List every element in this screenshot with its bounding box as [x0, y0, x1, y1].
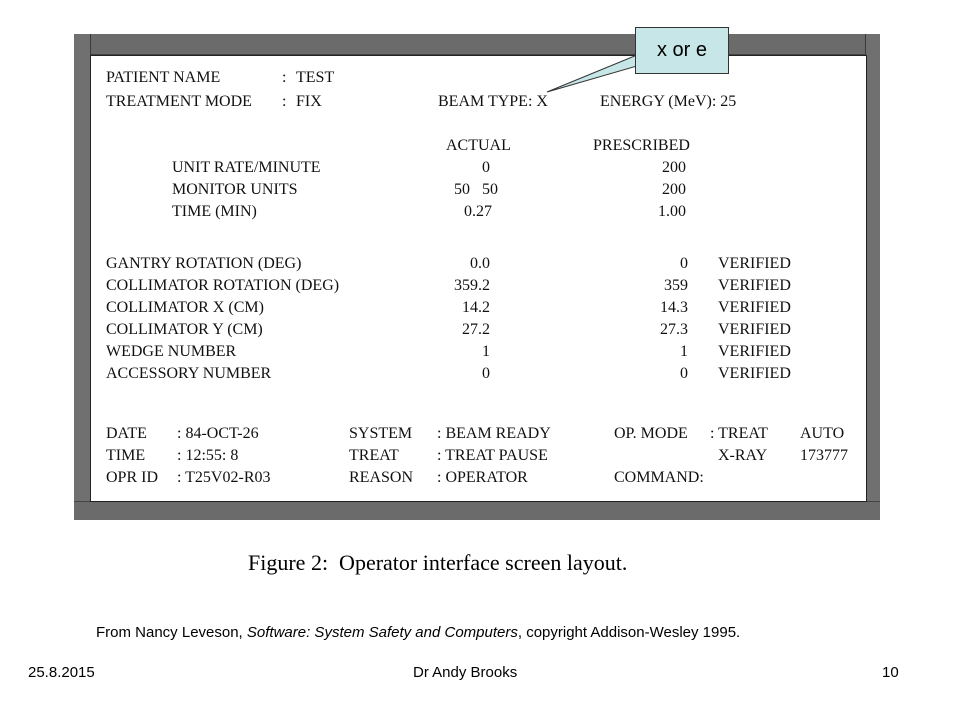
geometry-row-prescribed: 27.3 [660, 321, 688, 338]
time-label: TIME [106, 447, 146, 464]
footer-date: 25.8.2015 [28, 664, 95, 681]
dose-row-prescribed: 200 [662, 159, 686, 176]
geometry-row-actual: 0 [482, 365, 490, 382]
beam-type: BEAM TYPE: X [438, 93, 548, 110]
date-label: DATE [106, 425, 147, 442]
time-value: : 12:55: 8 [177, 447, 239, 464]
source-citation [96, 624, 740, 641]
patient-name-label: PATIENT NAME [106, 69, 221, 86]
patient-name-value: TEST [296, 69, 335, 86]
geometry-row-prescribed: 0 [680, 365, 688, 382]
geometry-row-status: VERIFIED [718, 255, 791, 272]
reason-value: : OPERATOR [437, 469, 528, 486]
xray-value: 173777 [800, 447, 848, 464]
col-actual-header: ACTUAL [446, 137, 511, 154]
treat-label: TREAT [349, 447, 399, 464]
treatment-mode-value: FIX [296, 93, 322, 110]
geometry-row-status: VERIFIED [718, 365, 791, 382]
dose-row-label: MONITOR UNITS [172, 181, 298, 198]
op-mode-label: OP. MODE [614, 425, 688, 442]
geometry-row-label: COLLIMATOR ROTATION (DEG) [106, 277, 340, 294]
geometry-row-status: VERIFIED [718, 277, 791, 294]
source-prefix: From Nancy Leveson, [96, 624, 247, 641]
dose-row-prescribed: 200 [662, 181, 686, 198]
dose-row-prescribed: 1.00 [658, 203, 686, 220]
footer-page-number: 10 [882, 664, 899, 681]
geometry-row-actual: 27.2 [462, 321, 490, 338]
dose-row-actual: 0.27 [464, 203, 492, 220]
geometry-row-prescribed: 359 [664, 277, 688, 294]
command-prompt[interactable]: COMMAND: [614, 469, 704, 486]
dose-row-label: TIME (MIN) [172, 203, 257, 220]
system-value: : BEAM READY [437, 425, 551, 442]
reason-label: REASON [349, 469, 414, 486]
dose-row-label: UNIT RATE/MINUTE [172, 159, 321, 176]
geometry-row-label: ACCESSORY NUMBER [106, 365, 272, 382]
figure-caption: Figure 2: Operator interface screen layout. [248, 550, 628, 575]
geometry-row-label: WEDGE NUMBER [106, 343, 237, 360]
op-mode-value: : TREAT [710, 425, 768, 442]
xray-label: X-RAY [718, 447, 768, 464]
geometry-row-prescribed: 1 [680, 343, 688, 360]
treat-value: : TREAT PAUSE [437, 447, 548, 464]
col-prescribed-header: PRESCRIBED [593, 137, 690, 154]
energy: ENERGY (MeV): 25 [600, 93, 737, 110]
geometry-row-actual: 1 [482, 343, 490, 360]
geometry-row-label: COLLIMATOR X (CM) [106, 299, 264, 316]
source-suffix: , copyright Addison-Wesley 1995. [517, 624, 741, 641]
opr-id-value: : T25V02-R03 [177, 469, 271, 486]
footer-author: Dr Andy Brooks [413, 664, 518, 681]
treatment-mode-label: TREATMENT MODE [106, 93, 252, 110]
treatment-mode-colon: : [282, 93, 287, 110]
callout-note: x or e [635, 27, 729, 74]
geometry-row-actual: 14.2 [462, 299, 490, 316]
geometry-row-prescribed: 14.3 [660, 299, 688, 316]
system-label: SYSTEM [349, 425, 413, 442]
geometry-row-status: VERIFIED [718, 321, 791, 338]
geometry-row-status: VERIFIED [718, 343, 791, 360]
geometry-row-status: VERIFIED [718, 299, 791, 316]
patient-name-colon: : [282, 69, 287, 86]
geometry-row-prescribed: 0 [680, 255, 688, 272]
dose-row-actual: 50 50 [454, 181, 498, 198]
geometry-row-label: COLLIMATOR Y (CM) [106, 321, 263, 338]
date-value: : 84-OCT-26 [177, 425, 259, 442]
geometry-row-label: GANTRY ROTATION (DEG) [106, 255, 302, 272]
dose-row-actual: 0 [482, 159, 490, 176]
source-title: Software: System Safety and Computers [246, 624, 518, 641]
opr-id-label: OPR ID [106, 469, 159, 486]
op-mode-auto: AUTO [800, 425, 845, 442]
geometry-row-actual: 359.2 [454, 277, 490, 294]
geometry-row-actual: 0.0 [470, 255, 490, 272]
